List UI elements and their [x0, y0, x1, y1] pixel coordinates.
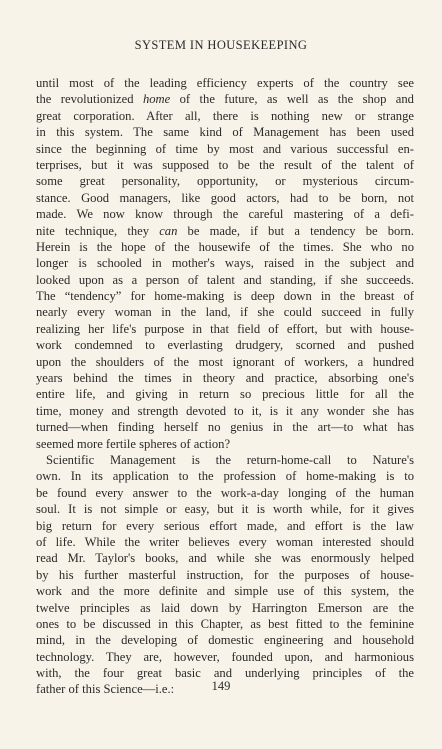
text-line: work and the more definite and simple use of this system, the: [36, 584, 414, 599]
running-head: SYSTEM IN HOUSEKEEPING: [134, 38, 308, 52]
text-line: years behind the times in theory and practice, absorbing one's: [36, 371, 414, 386]
text-line: until most of the leading efficiency experts of the country see: [36, 76, 414, 90]
text-line: twelve principles as laid down by Harrington Emerson are the: [36, 600, 414, 615]
text-line: read Mr. Taylor's books, and while she was enormously helped: [36, 551, 414, 566]
text-line: looked upon as a person of talent and standing, if she succeeds.: [36, 272, 414, 287]
text-line: be found every answer to the work-a-day longing of the human: [36, 485, 414, 500]
text-line: nearly every woman in the land, if she could succeed in fully: [36, 305, 414, 320]
text-line: some great personality, opportunity, or mysterious circum-: [36, 174, 414, 189]
text-line: stance. Good managers, like good actors, had to be born, not: [36, 190, 414, 205]
text-line: in this system. The same kind of Management has been used: [36, 125, 414, 140]
text-line: of life. While the writer believes every woman interested should: [36, 534, 414, 549]
text-line: own. In its application to the profession of home-making is to: [36, 469, 414, 484]
text-line: Herein is the hope of the housewife of the times. She who no: [36, 239, 414, 254]
text-line: seemed more fertile spheres of action?: [36, 436, 231, 451]
text-line: with, the four great basic and underlying principles of the: [36, 666, 414, 681]
page-number: 149: [211, 679, 231, 693]
text-line: The “tendency” for home-making is deep down in the breast of: [36, 289, 414, 304]
text-line: upon the shoulders of the most ignorant of workers, a hundred: [36, 354, 414, 369]
text-line: realizing her life's purpose in that field of effort, but with house-: [36, 321, 414, 336]
text-line: entire life, and giving in return so precious little for all the: [36, 387, 414, 402]
paragraph-2: [36, 452, 414, 698]
text-line: technology. They are, however, founded upon, and harmonious: [36, 649, 414, 664]
text-line: soul. It is not simple or easy, but it is worth while, for it gives: [36, 502, 414, 517]
text-line: longer is schooled in mother's ways, raised in the subject and: [36, 256, 414, 271]
text-line: big return for every serious effort made, and effort is the law: [36, 518, 414, 533]
text-line: work condemned to everlasting drudgery, scorned and pushed: [36, 338, 414, 353]
text-line: by his further masterful instruction, for the purposes of house-: [36, 567, 414, 582]
text-line: Scientific Management is the return-home-call to Nature's: [46, 452, 414, 467]
text-line: great corporation. After all, there is nothing new or strange: [36, 108, 414, 123]
italic-word: can: [159, 223, 178, 238]
text-line: mind, in the developing of domestic engineering and household: [36, 633, 414, 648]
text-line: the revolutionized home of the future, as well as the shop and: [36, 92, 414, 107]
italic-word: home: [142, 92, 171, 107]
text-line: since the beginning of time by most and various successful en-: [36, 141, 414, 156]
text-line: turned—when finding herself no genius in the art—to what has: [36, 420, 414, 435]
body-text: [36, 75, 414, 698]
text-line: terprises, but it was supposed to be the result of the talent of: [36, 157, 414, 172]
text-line: nite technique, they can be made, if but a tendency be born.: [36, 223, 414, 238]
text-line: made. We now know through the careful mastering of a defi-: [36, 207, 414, 222]
paragraph-1: [36, 75, 414, 452]
text-line: ones to be discussed in this Chapter, as best fitted to the feminine: [36, 616, 414, 631]
text-line: time, money and strength devoted to it, is it any wonder she has: [36, 403, 414, 418]
text-line: father of this Science—i.e.:: [36, 682, 175, 697]
